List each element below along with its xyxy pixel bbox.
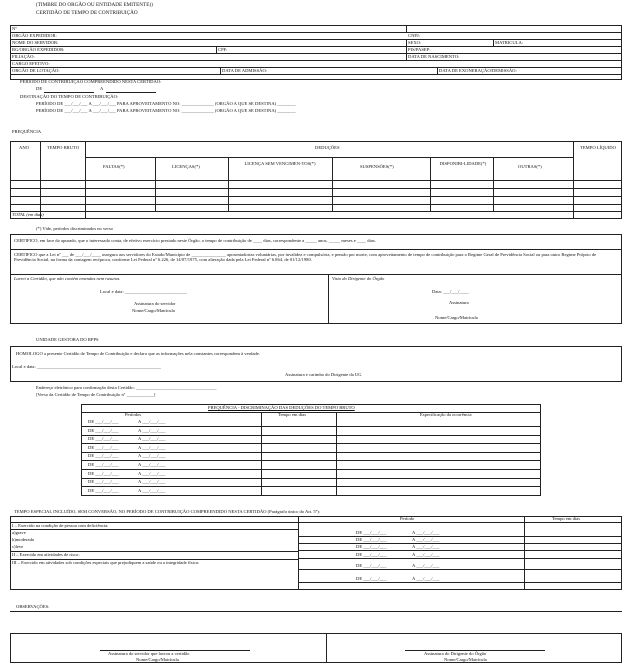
especial-col-periodo: Período — [400, 516, 415, 521]
col-especificacao: Especificação da ocorrência — [420, 412, 472, 417]
footer-sig-servidor: Assinatura do servidor que lavrou a certidão — [108, 651, 190, 656]
especial-leve: c)leve — [12, 544, 24, 549]
local-data-field[interactable]: Local e data: ___________________________ — [100, 289, 187, 294]
discrimination-row-de[interactable]: DE ___/___/___ — [88, 462, 119, 467]
destination-line-2: PERÍODO DE ___/___/___ A ___/___/___ PARA APROVEITAMENTO NO: ______________ (ORGÃO A QUE SE DESTINA) ________ — [36, 108, 296, 113]
especial-row-a[interactable]: A ___/___/___ — [412, 544, 440, 549]
especial-row-line — [298, 543, 622, 544]
cnpj-label: CNPJ: — [408, 33, 421, 38]
nome-servidor-label: NOME DO SERVIDOR: — [12, 40, 59, 45]
data-nascimento-label: DATA DE NASCIMENTO: — [408, 54, 460, 59]
dirigente-name-label: Nome/Cargo/Matrícula — [435, 315, 478, 320]
especial-grave: a)grave — [12, 530, 26, 535]
especial-row-a[interactable]: A ___/___/___ — [412, 530, 440, 535]
pis-label: PIS/PASEP: — [408, 47, 431, 52]
visto-data-field[interactable]: Data: ___/___/____ — [432, 289, 469, 294]
cpf-label: CPF: — [218, 47, 228, 52]
especial-row-line — [298, 569, 622, 570]
homologo-local-data[interactable]: Local e data: ______________________________________________________ — [12, 364, 161, 369]
especial-row-de[interactable]: DE ___/___/___ — [356, 537, 387, 542]
letterhead-title: (TIMBRE DO ORGÃO OU ENTIDADE EMITENTE)) — [36, 2, 153, 8]
dirigente-signature-label: Assinatura — [449, 300, 469, 305]
especial-row-line — [298, 558, 622, 559]
total-label: TOTAL (em dias) — [12, 212, 44, 217]
filiacao-label: FILIAÇÃO: — [12, 54, 35, 59]
especial-row-line — [298, 550, 622, 551]
observacoes-label: OBSERVAÇÕES: — [16, 604, 50, 609]
especial-condicoes: III – Exercido em atividades sob condições especiais que prejudiquem a saúde ou a integridade física: — [12, 560, 200, 565]
frequencia-title: FREQUÊNCIA — [12, 129, 42, 134]
certifico-1: CERTIFICO, em face do apurado, que o interessado conta, de efetivo exercício prestado neste Órgão, o tempo de contribuição de ____ dias, correspondente a _____ anos, _____ meses e ____ dias. — [14, 238, 376, 243]
footer-sig-dirigente-name: Nome/Cargo/Matrícula — [444, 657, 487, 662]
discrimination-row-de[interactable]: DE ___/___/___ — [88, 427, 119, 433]
discrimination-row-de[interactable]: DE ___/___/___ — [88, 487, 119, 493]
col-deducoes: DEDUÇÕES — [315, 145, 340, 150]
especial-row-a[interactable]: A ___/___/___ — [412, 563, 440, 568]
discrimination-row-a[interactable]: A ___/___/___ — [138, 444, 166, 450]
period-title: PERÍODO DE CONTRIBUIÇÃO COMPREENDIDO NESTA CERTIDÃO: — [20, 79, 162, 84]
orgao-expedidor-label: ORGÃO EXPEDIDOR: — [12, 33, 57, 38]
col-periodos: Períodos — [125, 412, 142, 417]
servidor-name-label: Nome/Cargo/Matrícula — [132, 308, 175, 313]
verso-label: [Verso da Certidão de Tempo de Contribuição nº ____________] — [36, 392, 156, 397]
especial-deficiencia: I – Exercido na condição de pessoa com deficiência: — [12, 523, 109, 528]
discrimination-row-a[interactable]: A ___/___/___ — [138, 479, 166, 485]
col-tempo-liquido: TEMPO LÍQUIDO — [580, 145, 616, 150]
discrimination-row-a[interactable]: A ___/___/___ — [138, 487, 166, 493]
sub-suspensoes: SUSPENSÕES(*) — [360, 164, 394, 169]
discrimination-row-a[interactable]: A ___/___/___ — [138, 419, 166, 424]
certificate-number: Nº — [12, 26, 17, 31]
especial-row-de[interactable]: DE ___/___/___ — [356, 576, 387, 581]
discrimination-row-a[interactable]: A ___/___/___ — [138, 436, 166, 442]
especial-row-a[interactable]: A ___/___/___ — [412, 576, 440, 581]
note-periods: (*) Vide, períodos discriminados no verso — [36, 226, 113, 231]
col-tempo-bruto: TEMPO BRUTO — [46, 145, 80, 150]
homologo-text: HOMOLOGO a presente Certidão de Tempo de Contribuição e declaro que as informações nela constantes correspondem à verdade. — [16, 351, 260, 356]
discrimination-row-a[interactable]: A ___/___/___ — [138, 453, 166, 459]
homologo-signature: Assinatura e carimbo do Dirigente da UG — [285, 372, 362, 377]
sub-licencas: LICENÇAS(*) — [172, 164, 200, 169]
especial-moderada: b)moderada — [12, 537, 34, 542]
destination-title: DESTINAÇÃO DO TEMPO DE CONTRIBUIÇÃO: — [20, 94, 119, 99]
especial-row-de[interactable]: DE ___/___/___ — [356, 552, 387, 557]
col-tempo-dias: Tempo em dias — [278, 412, 306, 417]
especial-row-de[interactable]: DE ___/___/___ — [356, 544, 387, 549]
visto-dirigente: Visto do Dirigente do Órgão — [332, 276, 385, 281]
discrimination-row-de[interactable]: DE ___/___/___ — [88, 436, 119, 442]
matricula-label: MATRICULA: — [495, 40, 524, 45]
especial-title: TEMPO ESPECIAL INCLUÍDO, SEM CONVERSÃO, NO PERÍODO DE CONTRIBUIÇÃO COMPREENDIDO NESTA CERTIDÃO (Parágrafo único do Art. 5º): — [14, 509, 320, 514]
data-admissao-label: DATA DE ADMISSÃO: — [222, 68, 268, 73]
endereco-eletronico[interactable]: Endereço eletrônico para confirmação desta Certidão: ___________________________________ — [36, 385, 217, 390]
orgao-lotacao-label: ORGÃO DE LOTAÇÃO: — [12, 68, 60, 73]
discrimination-row-a[interactable]: A ___/___/___ — [138, 462, 166, 467]
certifico-2: CERTIFICO que a Lei nº ___ de ___/___/____ assegura aos servidores do Estado/Município de _______________ aposentadorias voluntárias, por invalidez e compulsória, e pensão por morte, com aproveitamento de tempo de contribuição para o Regime Geral de Previdência Social ou para outro Regime Próprio de Previdência Social, na forma da contagem recíproca, conforme Lei Federal nº 6.226, de 14/07/1975, com alteração dada pela Lei Federal nº 6.864, de 01/12/1980. — [14, 252, 597, 263]
discrimination-row-de[interactable]: DE ___/___/___ — [88, 479, 119, 485]
discrimination-row-de[interactable]: DE ___/___/___ — [88, 444, 119, 450]
discrimination-row-de[interactable]: DE ___/___/___ — [88, 470, 119, 476]
discrimination-row-de[interactable]: DE ___/___/___ — [88, 453, 119, 459]
rg-label: RG/ORGÃO EXPEDIDOR: — [12, 47, 65, 52]
especial-row-a[interactable]: A ___/___/___ — [412, 552, 440, 557]
footer-signatures — [10, 633, 622, 663]
cargo-label: CARGO EFETIVO: — [12, 61, 50, 66]
especial-row-de[interactable]: DE ___/___/___ — [356, 530, 387, 535]
especial-row-line — [298, 536, 622, 537]
sub-faltas: FALTAS(*) — [103, 164, 125, 169]
lavrei-text: Lavrei a Certidão, que não contém emendas nem rasuras. — [14, 276, 121, 281]
discrimination-row-a[interactable]: A ___/___/___ — [138, 427, 166, 433]
especial-row-a[interactable]: A ___/___/___ — [412, 537, 440, 542]
especial-row-line — [298, 582, 622, 583]
servidor-signature-label: Assinatura do servidor — [134, 301, 176, 306]
discrimination-title: FREQUÊNCIA - DISCRIMINAÇÃO DAS DEDUÇÕES DO TEMPO BRUTO — [208, 405, 355, 410]
unidade-gestora-title: UNIDADE GESTORA DO RPPS — [36, 337, 99, 342]
destination-line-1: PERÍODO DE ___/___/___ A ___/___/___ PARA APROVEITAMENTO NO: ______________ (ORGÃO A QUE SE DESTINA) ________ — [36, 101, 296, 106]
sub-licenca-sem-vencimentos: LICENÇA SEM VENCIMEN-TOS(*) — [244, 161, 316, 166]
data-exoneracao-label: DATA DE EXONERAÇÃO/DEMISSÃO: — [439, 68, 517, 73]
document-title: CERTIDÃO DE TEMPO DE CONTRIBUIÇÃO — [36, 10, 138, 16]
especial-col-tempo: Tempo em dias — [552, 516, 580, 521]
discrimination-row-line — [81, 495, 541, 496]
discrimination-row-a[interactable]: A ___/___/___ — [138, 470, 166, 476]
period-de: DE — [36, 86, 43, 91]
sexo-label: SEXO: — [408, 40, 422, 45]
discrimination-row-de[interactable]: DE ___/___/___ — [88, 419, 119, 424]
footer-sig-dirigente: Assinatura do Dirigente do Órgão — [424, 651, 487, 656]
footer-sig-servidor-name: Nome/Cargo/Matrícula — [136, 657, 179, 662]
col-ano: ANO — [19, 145, 29, 150]
period-a: A — [100, 86, 104, 91]
sub-disponibilidade: DISPONIBI-LIDADE(*) — [439, 161, 487, 166]
especial-risco: II – Exercido em atividades de risco: — [12, 552, 80, 557]
sub-outras: OUTRAS(*) — [518, 164, 542, 169]
especial-row-de[interactable]: DE ___/___/___ — [356, 563, 387, 568]
